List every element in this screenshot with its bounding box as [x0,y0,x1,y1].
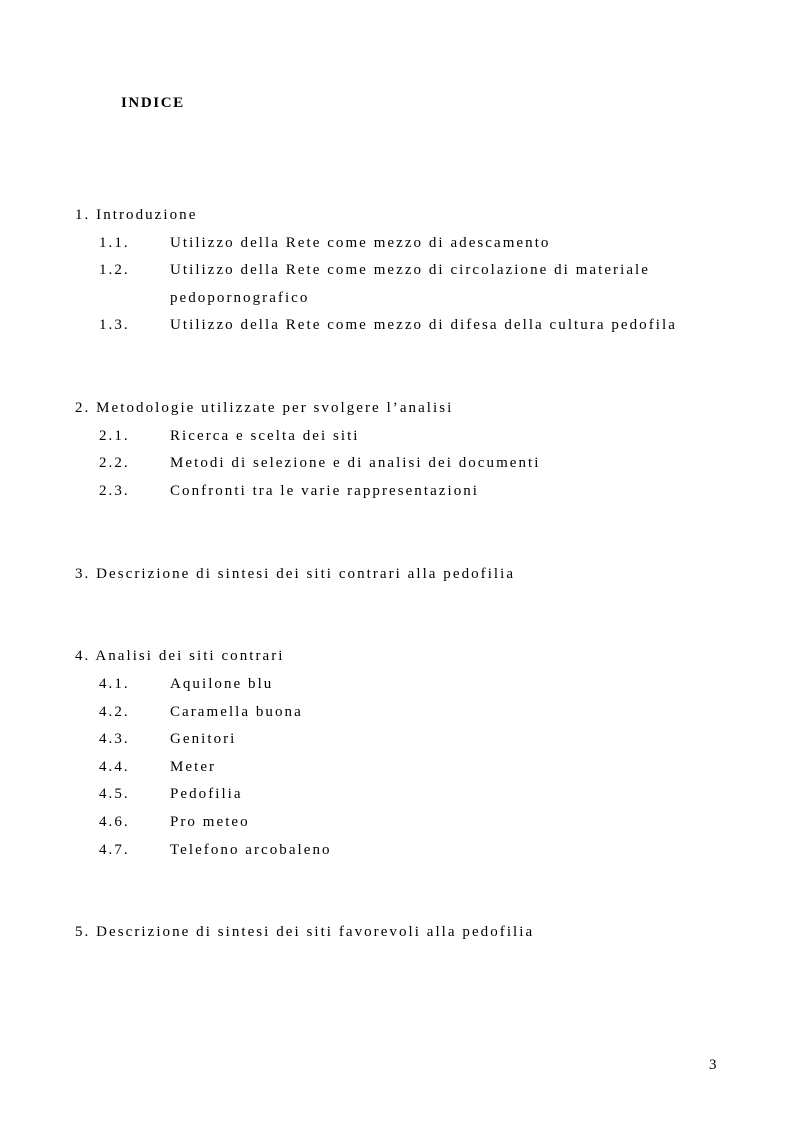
toc-chapter-number: 4. [75,648,91,664]
toc-chapter-number: 2. [75,400,91,416]
toc-sub-label[interactable]: Metodi di selezione e di analisi dei documenti [170,455,541,471]
toc-sub-number: 4.4. [99,759,130,775]
toc-chapter-4[interactable] [75,647,284,665]
toc-sub-number: 4.3. [99,731,130,747]
toc-chapter-number: 3. [75,566,91,582]
toc-chapter-label: Metodologie utilizzate per svolgere l’analisi [96,400,454,416]
toc-sub-label[interactable]: Pedofilia [170,786,243,802]
toc-sub-number: 1.3. [99,317,130,333]
toc-sub-label[interactable]: Genitori [170,731,237,747]
toc-sub-label[interactable]: Meter [170,759,217,775]
toc-sub-number: 4.2. [99,704,130,720]
toc-chapter-3[interactable] [75,565,515,583]
toc-chapter-5[interactable] [75,923,534,941]
toc-sub-number: 1.1. [99,235,130,251]
toc-sub-label-continued[interactable]: pedopornografico [170,290,310,306]
toc-sub-number: 4.1. [99,676,130,692]
toc-sub-number: 2.2. [99,455,130,471]
toc-sub-number: 2.3. [99,483,130,499]
toc-sub-number: 2.1. [99,428,130,444]
page-number: 3 [709,1057,717,1073]
toc-sub-label[interactable]: Utilizzo della Rete come mezzo di difesa della cultura pedofila [170,317,677,333]
index-title: INDICE [121,95,185,111]
toc-chapter-label: Descrizione di sintesi dei siti favorevoli alla pedofilia [96,924,535,940]
toc-sub-number: 4.7. [99,842,130,858]
toc-chapter-label: Introduzione [96,207,198,223]
toc-chapter-number: 5. [75,924,91,940]
toc-sub-number: 1.2. [99,262,130,278]
toc-sub-label[interactable]: Telefono arcobaleno [170,842,332,858]
toc-sub-label[interactable]: Caramella buona [170,704,303,720]
toc-chapter-label: Descrizione di sintesi dei siti contrari alla pedofilia [96,566,516,582]
toc-chapter-number: 1. [75,207,91,223]
toc-sub-number: 4.6. [99,814,130,830]
toc-sub-label[interactable]: Utilizzo della Rete come mezzo di adescamento [170,235,551,251]
toc-chapter-label: Analisi dei siti contrari [95,648,285,664]
toc-sub-label[interactable]: Ricerca e scelta dei siti [170,428,360,444]
toc-sub-label[interactable]: Utilizzo della Rete come mezzo di circolazione di materiale [170,262,650,278]
toc-sub-number: 4.5. [99,786,130,802]
toc-chapter-1[interactable] [75,206,197,224]
toc-sub-label[interactable]: Pro meteo [170,814,250,830]
toc-sub-label[interactable]: Confronti tra le varie rappresentazioni [170,483,480,499]
toc-chapter-2[interactable] [75,399,453,417]
toc-sub-label[interactable]: Aquilone blu [170,676,274,692]
